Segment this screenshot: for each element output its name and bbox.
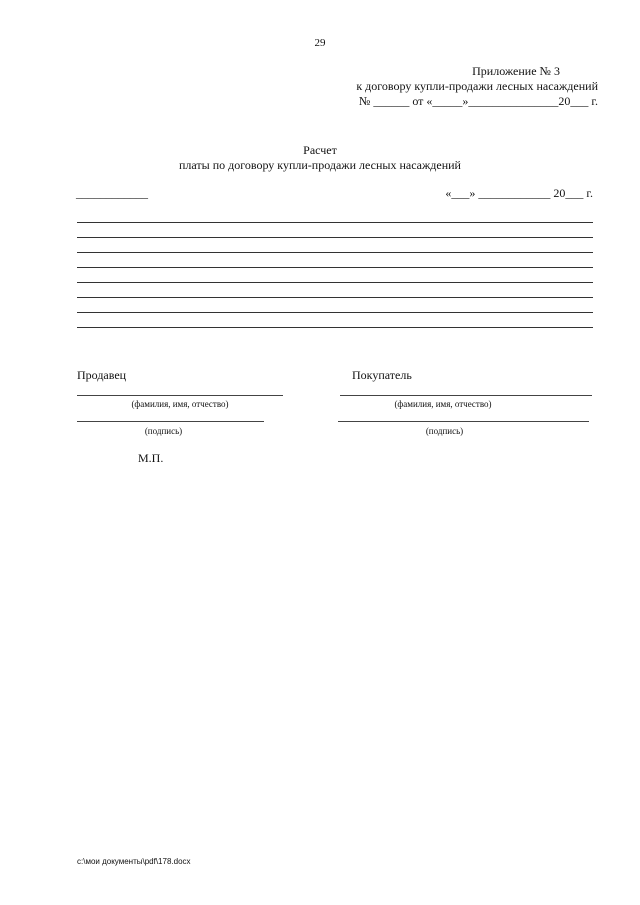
buyer-signature-line — [338, 421, 589, 422]
date-blank: «___» ____________ 20___ г. — [445, 186, 593, 200]
footer-file-path: c:\мои документы\pdf\178.docx — [77, 857, 191, 866]
calculation-line — [77, 237, 593, 238]
document-subtitle: платы по договору купли-продажи лесных насаждений — [179, 158, 461, 172]
calculation-line — [77, 312, 593, 313]
document-title: Расчет — [303, 143, 337, 157]
annex-contract-number-date: № ______ от «_____»_______________20___ г. — [358, 94, 598, 108]
calculation-line — [77, 222, 593, 223]
calculation-line — [77, 282, 593, 283]
seal-placeholder: М.П. — [138, 451, 164, 465]
calculation-line — [77, 267, 593, 268]
buyer-name-caption: (фамилия, имя, отчество) — [394, 399, 492, 409]
seller-signature-line — [77, 421, 264, 422]
buyer-name-line — [340, 395, 592, 396]
buyer-label: Покупатель — [352, 368, 412, 382]
calculation-line — [77, 297, 593, 298]
calculation-line — [77, 327, 593, 328]
calculation-line — [77, 252, 593, 253]
place-blank: ____________ — [76, 186, 148, 200]
annex-contract-reference: к договору купли-продажи лесных насаждений — [356, 79, 598, 93]
annex-title: Приложение № 3 — [472, 64, 560, 78]
buyer-signature-caption: (подпись) — [425, 426, 464, 436]
seller-name-caption: (фамилия, имя, отчество) — [131, 399, 229, 409]
seller-name-line — [77, 395, 283, 396]
seller-label: Продавец — [77, 368, 127, 382]
page-number: 29 — [314, 37, 326, 49]
seller-signature-caption: (подпись) — [144, 426, 183, 436]
